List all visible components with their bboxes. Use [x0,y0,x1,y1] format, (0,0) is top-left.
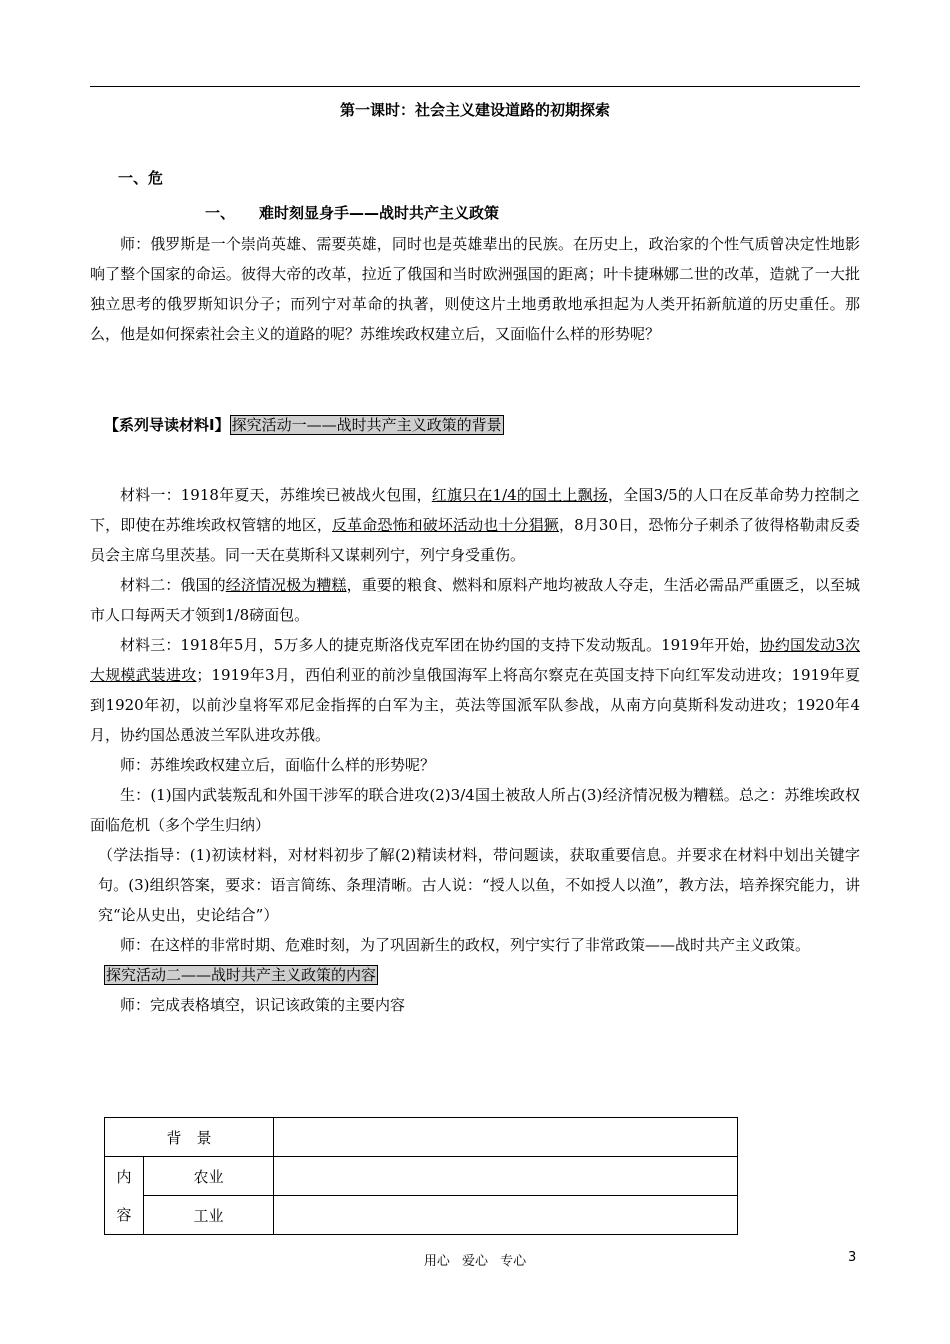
material-two-underline: 经济情况极为糟糕 [225,576,347,594]
task-instruction: 师：完成表格填空，识记该政策的主要内容 [120,996,406,1014]
material-one-underline-1: 红旗只在1/4的国土上飘扬 [431,486,608,504]
table-agriculture-label: 农业 [144,1157,274,1196]
material-three-underline: 协约国发动3次大规模武装进攻 [90,636,860,684]
series-line [90,410,860,440]
series-label: 【系列导读材料Ⅰ】 [104,416,230,434]
table-row [105,1196,738,1235]
footer-motto: 用心 爱心 专心 [423,1254,527,1269]
material-three: 材料三：1918年5月，5万多人的捷克斯洛伐克军团在协约国的支持下发动叛乱。1919年开始，协约国发动3次大规模武装进攻；1919年3月，西伯利亚的前沙皇俄国海军上将高尔察克在英国支持下向红军发动进攻；1919年夏到1920年初，以前沙皇将军邓尼金指挥的白军为主，英法等国派军队参战，从南方向莫斯科发动进攻；1920年4月，协约国怂恿波兰军队进攻苏俄。 [90,636,860,744]
activity-one-title: 探究活动一——战时共产主义政策的背景 [231,416,502,434]
table-row [105,1157,738,1196]
material-one-underline-2: 反革命恐怖和破坏活动也十分猖獗 [332,516,559,534]
material-one: 材料一：1918年夏天，苏维埃已被战火包围，红旗只在1/4的国土上飘扬，全国3/5的人口在反革命势力控制之下，即使在苏维埃政权管辖的地区，反革命恐怖和破坏活动也十分猖獗，8月30日，恐怖分子刺杀了彼得格勒肃反委员会主席乌里茨基。同一天在莫斯科又谋刺列宁，列宁身受重伤。 [90,486,860,564]
transition-paragraph: 师：在这样的非常时期、危难时刻，为了巩固新生的政权，列宁实行了非常政策——战时共产主义政策。 [120,936,811,954]
activity-two-title: 探究活动二——战时共产主义政策的内容 [106,966,377,984]
subsection-number: 一、 [205,204,236,222]
intro-block [90,229,860,349]
header-rule [90,86,860,87]
intro-paragraph: 师：俄罗斯是一个崇尚英雄、需要英雄，同时也是英雄辈出的民族。在历史上，政治家的个性气质曾决定性地影响了整个国家的命运。彼得大帝的改革，拉近了俄国和当时欧洲强国的距离；叶卡捷琳娜二世的改革，造就了一大批独立思考的俄罗斯知识分子；而列宁对革命的执著，则使这片土地勇敢地承担起为人类开拓新航道的历史重任。那么，他是如何探索社会主义的道路的呢？苏维埃政权建立后，又面临什么样的形势呢？ [90,235,860,343]
page-number: 3 [848,1250,857,1265]
student-answer: 生：(1)国内武装叛乱和外国干涉军的联合进攻(2)3/4国土被敌人所占(3)经济情况极为糟糕。总之：苏维埃政权面临危机（多个学生归纳） [90,786,860,834]
table-row [105,1118,738,1157]
table-background-blank[interactable] [274,1118,738,1157]
table-background-label: 背 景 [105,1118,274,1157]
table-agriculture-blank[interactable] [274,1157,738,1196]
study-guide: （学法指导：(1)初读材料，对材料初步了解(2)精读材料，带问题读，获取重要信息。并要求在材料中划出关键字句。(3)组织答案，要求：语言简练、条理清晰。古人说：“授人以鱼，不如授人以渔”，教方法，培养探究能力，讲究“论从史出，史论结合”） [98,846,860,924]
table-content-label: 内 容 [105,1157,144,1235]
subsection-title: 难时刻显身手——战时共产主义政策 [259,204,500,222]
page-title: 第一课时：社会主义建设道路的初期探索 [339,101,610,119]
teacher-question: 师：苏维埃政权建立后，面临什么样的形势呢？ [120,756,436,774]
section-heading: 一、危 [118,169,164,187]
materials-block [90,480,860,1020]
material-two: 材料二：俄国的经济情况极为糟糕，重要的粮食、燃料和原料产地均被敌人夺走，生活必需品严重匮乏，以至城市人口每两天才领到1/8磅面包。 [90,576,860,624]
table-industry-label: 工业 [144,1196,274,1235]
table-industry-blank[interactable] [274,1196,738,1235]
policy-table [104,1117,738,1235]
